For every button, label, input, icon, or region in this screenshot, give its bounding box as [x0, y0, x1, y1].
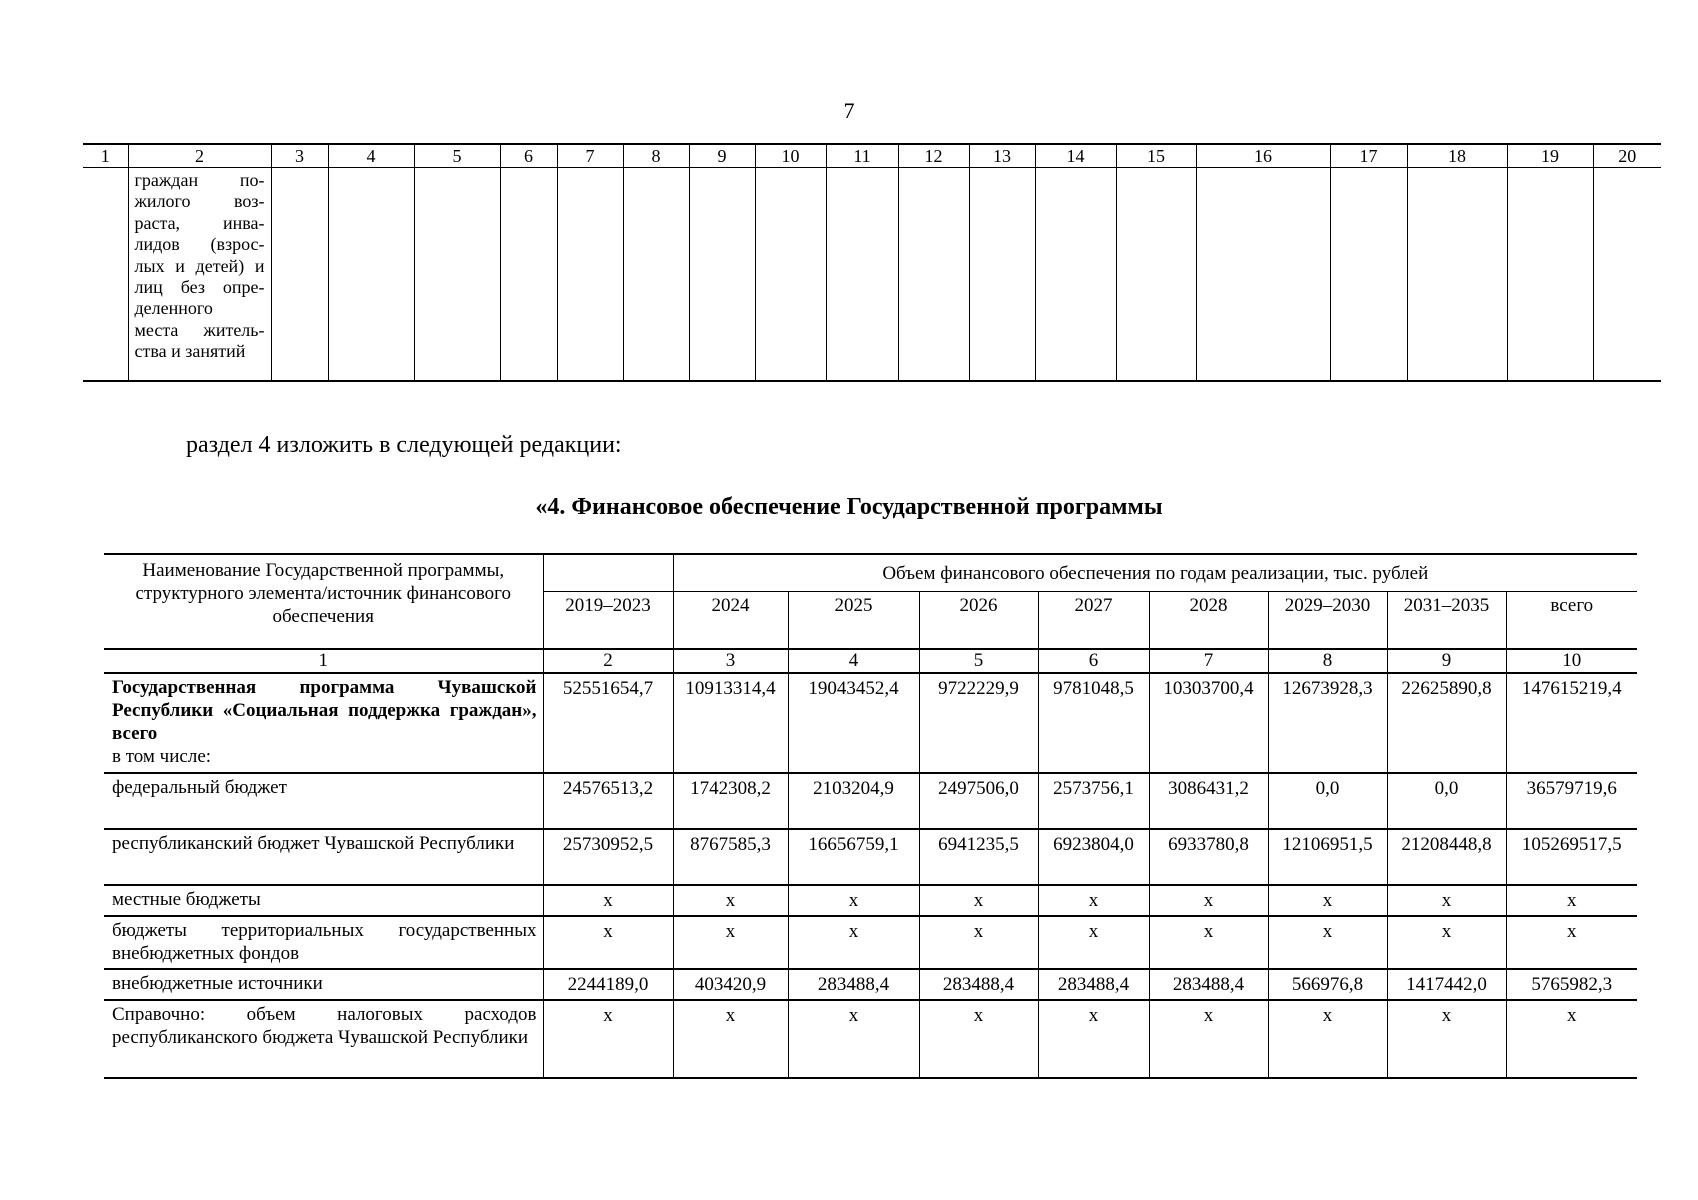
value-cell: 283488,4 [919, 969, 1038, 1000]
empty-cell [1593, 168, 1661, 382]
empty-cell [1196, 168, 1330, 382]
year-header: всего [1506, 592, 1637, 650]
year-header: 2025 [788, 592, 919, 650]
empty-cell [1330, 168, 1407, 382]
value-cell: 283488,4 [1038, 969, 1149, 1000]
column-number: 5 [919, 649, 1038, 673]
text-line: лых и детей) и [134, 255, 265, 276]
value-cell: 6941235,5 [919, 829, 1038, 885]
value-cell: х [1268, 1000, 1387, 1078]
year-header: 2019–2023 [543, 592, 673, 650]
value-cell: 566976,8 [1268, 969, 1387, 1000]
column-number-header: 17 [1330, 144, 1407, 168]
column-number-header: 5 [414, 144, 500, 168]
value-cell: х [673, 916, 788, 969]
text-line: лидов (взрос- [134, 234, 265, 255]
value-cell: х [543, 916, 673, 969]
text-line: ства и занятий [134, 341, 246, 362]
empty-cell [826, 168, 898, 382]
empty-cell [755, 168, 826, 382]
row-name: республиканский бюджет Чувашской Республики [104, 829, 543, 885]
empty-header-cell [543, 554, 673, 592]
column-number: 1 [104, 649, 543, 673]
value-cell: х [1149, 885, 1268, 916]
row-name: местные бюджеты [104, 885, 543, 916]
year-header: 2031–2035 [1387, 592, 1506, 650]
value-cell: 12673928,3 [1268, 673, 1387, 773]
value-cell: 21208448,8 [1387, 829, 1506, 885]
value-cell: 1417442,0 [1387, 969, 1506, 1000]
value-cell: х [919, 1000, 1038, 1078]
value-cell: х [1038, 1000, 1149, 1078]
column-number-header: 15 [1116, 144, 1196, 168]
column-number-header: 13 [969, 144, 1035, 168]
value-cell: 9722229,9 [919, 673, 1038, 773]
column-number-header: 2 [128, 144, 271, 168]
category-description [128, 168, 271, 382]
value-cell: х [1387, 885, 1506, 916]
value-cell: 283488,4 [788, 969, 919, 1000]
value-cell: х [1506, 1000, 1637, 1078]
empty-cell [623, 168, 689, 382]
value-cell: х [1387, 916, 1506, 969]
column-number-header: 8 [623, 144, 689, 168]
empty-cell [557, 168, 623, 382]
value-cell: х [673, 885, 788, 916]
column-number: 8 [1268, 649, 1387, 673]
column-number-header: 10 [755, 144, 826, 168]
column-number-header: 7 [557, 144, 623, 168]
table-row [104, 1000, 1637, 1078]
text-line: деленного [134, 298, 213, 319]
value-cell: х [788, 1000, 919, 1078]
value-cell: х [543, 885, 673, 916]
text-line: места житель- [134, 319, 265, 340]
row-name-suffix: в том числе: [112, 746, 212, 767]
value-cell: х [788, 916, 919, 969]
value-cell: 16656759,1 [788, 829, 919, 885]
column-number-header: 4 [328, 144, 414, 168]
value-cell: х [1038, 885, 1149, 916]
table-row [104, 673, 1637, 773]
column-number: 6 [1038, 649, 1149, 673]
value-cell: 0,0 [1387, 773, 1506, 829]
instruction-text: раздел 4 изложить в следующей редакции: [186, 432, 622, 458]
column-number: 10 [1506, 649, 1637, 673]
year-header: 2027 [1038, 592, 1149, 650]
continuation-table [83, 143, 1661, 382]
column-number: 4 [788, 649, 919, 673]
value-cell: х [1268, 885, 1387, 916]
column-number: 9 [1387, 649, 1506, 673]
value-cell: 105269517,5 [1506, 829, 1637, 885]
value-cell: 10913314,4 [673, 673, 788, 773]
empty-cell [328, 168, 414, 382]
empty-cell [271, 168, 328, 382]
row-name: федеральный бюджет [104, 773, 543, 829]
text-line: граждан по- [134, 170, 265, 190]
column-number-header: 12 [898, 144, 969, 168]
value-cell: 2497506,0 [919, 773, 1038, 829]
empty-cell [414, 168, 500, 382]
value-cell: 2573756,1 [1038, 773, 1149, 829]
value-cell: 1742308,2 [673, 773, 788, 829]
value-cell: 2103204,9 [788, 773, 919, 829]
value-cell: 52551654,7 [543, 673, 673, 773]
volume-header: Объем финансового обеспечения по годам реализации, тыс. рублей [673, 554, 1637, 592]
value-cell: 9781048,5 [1038, 673, 1149, 773]
value-cell: 5765982,3 [1506, 969, 1637, 1000]
column-number-header: 3 [271, 144, 328, 168]
value-cell: 283488,4 [1149, 969, 1268, 1000]
value-cell: 25730952,5 [543, 829, 673, 885]
year-header: 2029–2030 [1268, 592, 1387, 650]
year-header: 2024 [673, 592, 788, 650]
empty-cell [1116, 168, 1196, 382]
value-cell: 10303700,4 [1149, 673, 1268, 773]
value-cell: х [1387, 1000, 1506, 1078]
column-number-header: 16 [1196, 144, 1330, 168]
value-cell: х [1506, 916, 1637, 969]
value-cell: 147615219,4 [1506, 673, 1637, 773]
value-cell: 8767585,3 [673, 829, 788, 885]
empty-cell [83, 168, 128, 382]
value-cell: 2244189,0 [543, 969, 673, 1000]
value-cell: 3086431,2 [1149, 773, 1268, 829]
value-cell: 19043452,4 [788, 673, 919, 773]
value-cell: 22625890,8 [1387, 673, 1506, 773]
value-cell: 24576513,2 [543, 773, 673, 829]
column-number-header: 11 [826, 144, 898, 168]
value-cell: х [919, 916, 1038, 969]
value-cell: х [1268, 916, 1387, 969]
value-cell: х [919, 885, 1038, 916]
value-cell: х [1149, 1000, 1268, 1078]
value-cell: 403420,9 [673, 969, 788, 1000]
name-column-header: Наименование Государственной программы, структурного элемента/источник финансового обеспечения [104, 554, 543, 649]
value-cell: х [1038, 916, 1149, 969]
value-cell: х [1149, 916, 1268, 969]
table-row [104, 916, 1637, 969]
empty-cell [1035, 168, 1116, 382]
column-number-header: 19 [1507, 144, 1593, 168]
page-number: 7 [843, 98, 855, 123]
text-line: жилого воз- [134, 191, 265, 212]
year-header: 2026 [919, 592, 1038, 650]
value-cell: х [543, 1000, 673, 1078]
column-number: 7 [1149, 649, 1268, 673]
value-cell: 6923804,0 [1038, 829, 1149, 885]
column-number-header: 1 [83, 144, 128, 168]
column-number: 2 [543, 649, 673, 673]
column-number: 3 [673, 649, 788, 673]
table-row [104, 829, 1637, 885]
value-cell: 36579719,6 [1506, 773, 1637, 829]
row-name: Справочно: объем налоговых расходов республиканского бюджета Чувашской Республики [104, 1000, 543, 1078]
row-name [104, 673, 543, 773]
table-row [104, 773, 1637, 829]
empty-cell [969, 168, 1035, 382]
empty-cell [500, 168, 557, 382]
value-cell: х [673, 1000, 788, 1078]
column-number-header: 20 [1593, 144, 1661, 168]
finance-table [104, 553, 1637, 1079]
empty-cell [689, 168, 755, 382]
column-number-header: 18 [1407, 144, 1507, 168]
column-number-header: 9 [689, 144, 755, 168]
table-row [104, 969, 1637, 1000]
empty-cell [1507, 168, 1593, 382]
empty-cell [1407, 168, 1507, 382]
empty-cell [898, 168, 969, 382]
row-name: бюджеты территориальных государственных внебюджетных фондов [104, 916, 543, 969]
value-cell: 6933780,8 [1149, 829, 1268, 885]
text-line: лиц без опре- [134, 277, 265, 298]
value-cell: 12106951,5 [1268, 829, 1387, 885]
column-number-header: 6 [500, 144, 557, 168]
text-line: раста, инва- [134, 212, 265, 233]
value-cell: 0,0 [1268, 773, 1387, 829]
row-name: внебюджетные источники [104, 969, 543, 1000]
row-name-bold: Государственная программа Чувашской Республики «Социальная поддержка граждан», всего [112, 677, 537, 744]
value-cell: х [1506, 885, 1637, 916]
column-number-header: 14 [1035, 144, 1116, 168]
section-title: «4. Финансовое обеспечение Государственной программы [535, 494, 1163, 520]
year-header: 2028 [1149, 592, 1268, 650]
table-row [104, 885, 1637, 916]
value-cell: х [788, 885, 919, 916]
